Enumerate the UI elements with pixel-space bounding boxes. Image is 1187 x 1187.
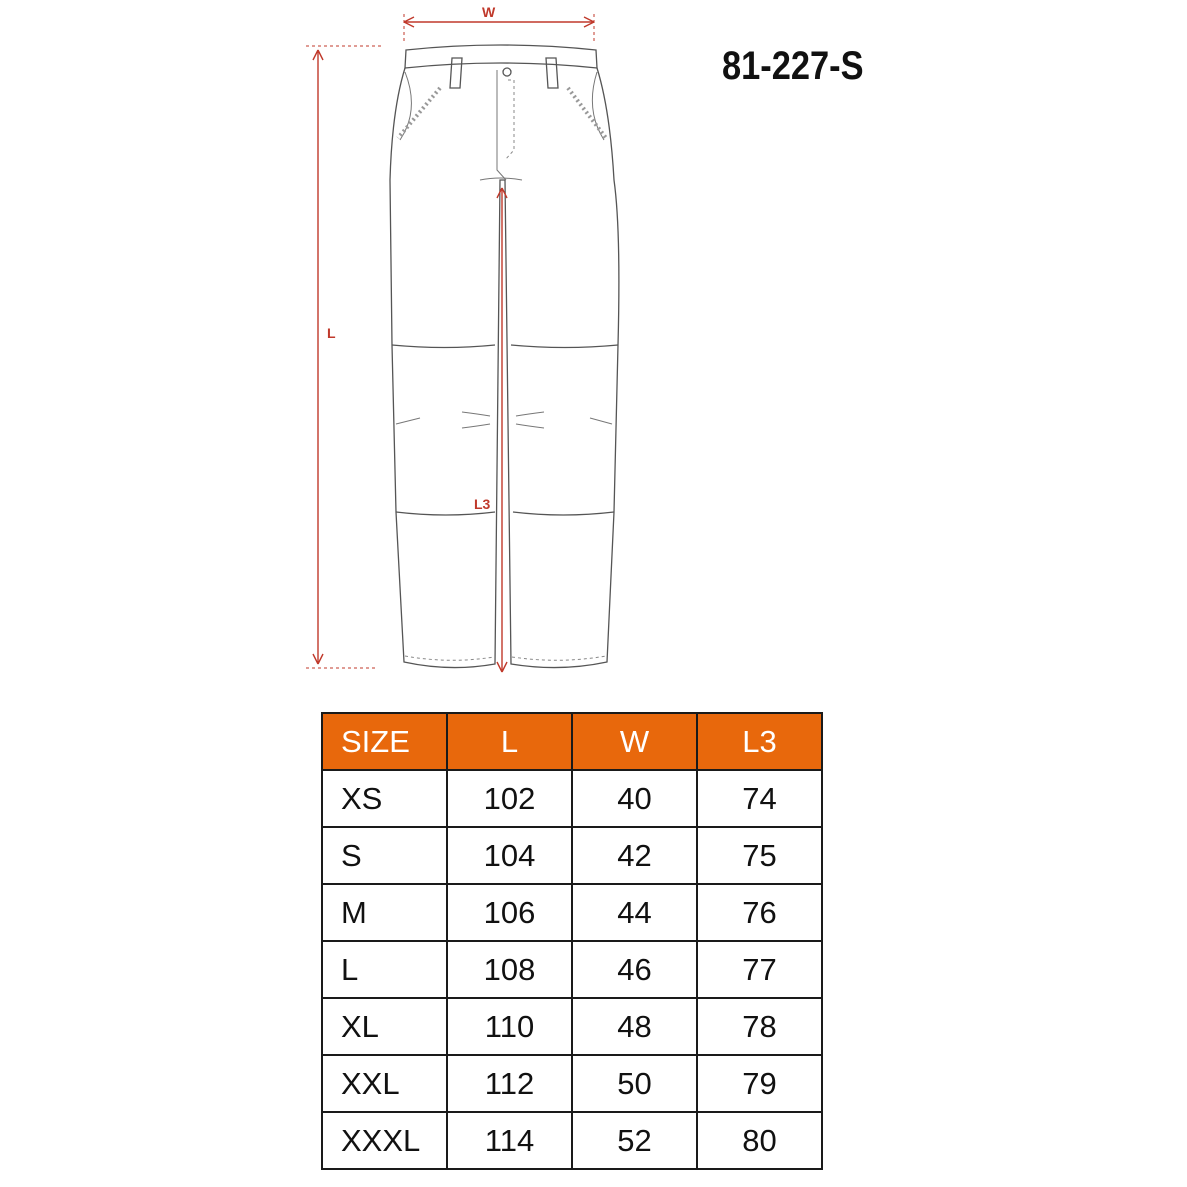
knee-darts-right [516,412,612,428]
length-cell: 104 [447,827,572,884]
column-header-inseam: L3 [697,713,822,770]
width-cell: 40 [572,770,697,827]
column-header-width: W [572,713,697,770]
hem-right [512,656,606,660]
belt-loop-right [546,58,558,88]
size-cell: L [322,941,447,998]
size-table [321,712,823,1170]
knee-panel-top-right [511,345,618,348]
size-cell: S [322,827,447,884]
length-cell: 106 [447,884,572,941]
width-cell: 46 [572,941,697,998]
table-row [322,1055,822,1112]
inseam-cell: 76 [697,884,822,941]
size-cell: XS [322,770,447,827]
size-cell: M [322,884,447,941]
button-icon [503,68,511,76]
pocket-reflective-right [568,88,606,138]
inseam-cell: 77 [697,941,822,998]
table-row [322,1112,822,1169]
table-row [322,827,822,884]
width-cell: 44 [572,884,697,941]
fly-seam [497,70,506,180]
size-cell: XXL [322,1055,447,1112]
width-label: W [482,4,496,20]
waistband [405,45,597,68]
width-cell: 48 [572,998,697,1055]
width-cell: 52 [572,1112,697,1169]
length-cell: 110 [447,998,572,1055]
table-row [322,998,822,1055]
column-header-length: L [447,713,572,770]
width-cell: 42 [572,827,697,884]
size-cell: XXXL [322,1112,447,1169]
knee-panel-bottom-left [396,512,495,515]
knee-panel-bottom-right [513,512,614,515]
inseam-cell: 79 [697,1055,822,1112]
inseam-cell: 75 [697,827,822,884]
width-dimension [404,14,594,42]
inseam-label: L3 [474,496,491,512]
column-header-size: SIZE [322,713,447,770]
fly-stitch [505,80,514,160]
table-row [322,884,822,941]
length-cell: 112 [447,1055,572,1112]
size-cell: XL [322,998,447,1055]
inseam-cell: 74 [697,770,822,827]
size-table-header [322,713,822,770]
table-row [322,770,822,827]
inseam-cell: 78 [697,998,822,1055]
pocket-reflective-left [398,88,440,138]
model-code: 81-227-S [722,44,864,88]
hem-left [405,656,494,660]
belt-loop-left [450,58,462,88]
knee-panel-top-left [392,345,495,348]
knee-darts-left [396,412,490,428]
width-cell: 50 [572,1055,697,1112]
length-dimension [306,46,384,668]
length-cell: 102 [447,770,572,827]
length-label: L [327,325,336,341]
trousers-outline [390,68,619,668]
table-row [322,941,822,998]
length-cell: 108 [447,941,572,998]
length-cell: 114 [447,1112,572,1169]
inseam-cell: 80 [697,1112,822,1169]
